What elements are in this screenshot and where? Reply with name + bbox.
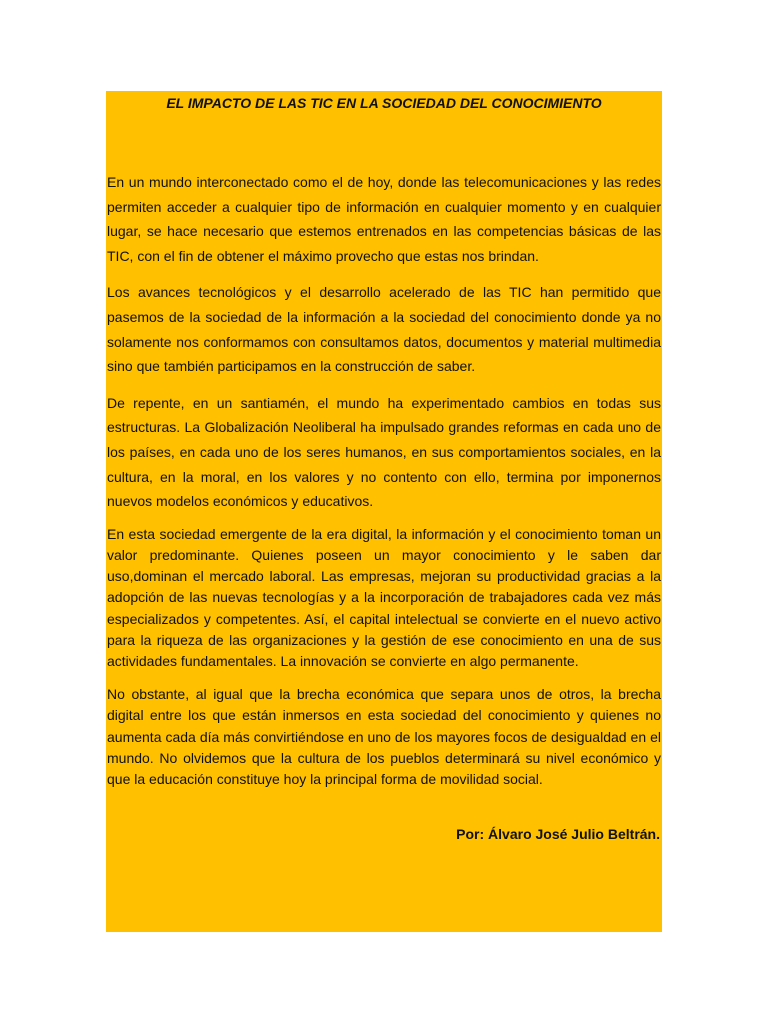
paragraph-5: No obstante, al igual que la brecha económica que separa unos de otros, la brecha digital entre los que están inmersos en esta sociedad del conocimiento y quienes no aumenta cada día más convirtiéndose en uno de los mayores focos de desigualdad en el mundo. No olvidemos que la cultura de los pueblos determinará su nivel económico y que la educación constituye hoy la principal forma de movilidad social. (107, 686, 661, 787)
paragraph-3: De repente, en un santiamén, el mundo ha experimentado cambios en todas sus estructuras. La Globalización Neoliberal ha impulsado grandes reformas en cada uno de los países, en cada uno de los seres humanos, en sus comportamientos sociales, en la cultura, en la moral, en los valores y no contento con ello, termina por imponernos nuevos modelos económicos y educativos. (107, 394, 661, 510)
author-signature: Por: Álvaro José Julio Beltrán. (456, 826, 660, 843)
document-page (106, 91, 662, 932)
document-body (107, 170, 661, 790)
document-title: EL IMPACTO DE LAS TIC EN LA SOCIEDAD DEL CONOCIMIENTO (166, 95, 602, 111)
paragraph-4: En esta sociedad emergente de la era digital, la información y el conocimiento toman un valor predominante. Quienes poseen un mayor conocimiento y le saben dar uso,dominan el mercado laboral. Las empresas, mejoran su productividad gracias a la adopción de las nuevas tecnologías y a la incorporación de trabajadores cada vez más especializados y competentes. Así, el capital intelectual se convierte en el nuevo activo para la riqueza de las organizaciones y la gestión de ese conocimiento en una de sus actividades fundamentales. La innovación se convierte en algo permanente. (107, 525, 661, 669)
paragraph-2: Los avances tecnológicos y el desarrollo acelerado de las TIC han permitido que pasemos de la sociedad de la información a la sociedad del conocimiento donde ya no solamente nos conformamos con consultamos datos, documentos y material multimedia sino que también participamos en la construcción de saber. (107, 284, 661, 375)
paragraph-1: En un mundo interconectado como el de hoy, donde las telecomunicaciones y las redes permiten acceder a cualquier tipo de información en cualquier momento y en cualquier lugar, se hace necesario que estemos entrenados en las competencias básicas de las TIC, con el fin de obtener el máximo provecho que estas nos brindan. (107, 174, 661, 264)
